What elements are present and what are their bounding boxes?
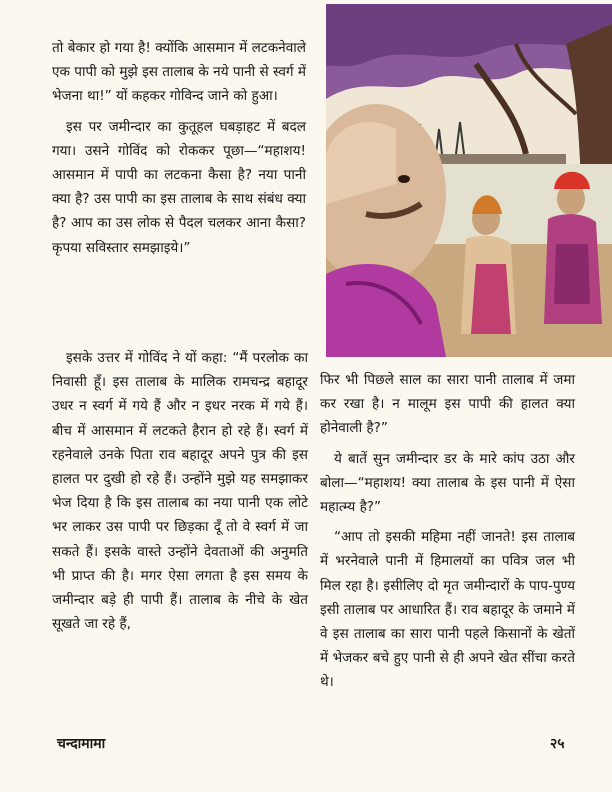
text-column-left-bottom	[52, 346, 308, 636]
text-column-right	[320, 368, 575, 695]
page-number: २५	[550, 736, 565, 752]
paragraph: इसके उत्तर में गोविंद ने यों कहा: “मैं परलोक का निवासी हूँ। इस तालाब के मालिक रामचन्द्र बहादूर उधर न स्वर्ग में गये हैं और न इधर नरक में गये हैं। बीच में आसमान में लटकते हैरान हो रहे हैं। स्वर्ग में रहनेवाले उनके पिता राव बहादूर अपने पुत्र की इस हालत पर दुखी हो रहे हैं। उन्होंने मुझे यह समझाकर भेज दिया है कि इस तालाब का नया पानी एक लोटे भर लाकर उस पापी पर छिड़का दूँ तो वे स्वर्ग में जा सकते हैं। इसके वास्ते उन्होंने देवताओं की अनुमति भी प्राप्त की है। मगर ऐसा लगता है इस समय के जमीन्दार बड़े ही पापी हैं। तालाब के नीचे के खेत सूखते जा रहे हैं,	[52, 350, 308, 633]
paragraph: ये बातें सुन जमीन्दार डर के मारे कांप उठा और बोला—“महाशय! क्या तालाब के इस पानी में ऐसा महात्म्य है?”	[320, 450, 575, 516]
magazine-name: चन्दामामा	[57, 736, 106, 752]
text-column-left-top	[52, 36, 306, 260]
story-illustration	[326, 4, 612, 357]
paragraph: फिर भी पिछले साल का सारा पानी तालाब में जमा कर रखा है। न मालूम इस पापी की हालत क्या होनेवाली है?”	[320, 372, 575, 437]
paragraph: इस पर जमीन्दार का कुतूहल घबड़ाहट में बदल गया। उसने गोविंद को रोककर पूछा—“महाशय! आसमान में पापी का लटकना कैसा है? नया पानी क्या है? उस पापी का इस तालाब के साथ संबंध क्या है? आप का उस लोक से पैदल चलकर आना कैसा? कृपया सविस्तार समझाइये।”	[52, 118, 306, 256]
paragraph: “आप तो इसकी महिमा नहीं जानते! इस तालाब में भरनेवाले पानी में हिमालयों का पवित्र जल भी मिल रहा है। इसीलिए दो मृत जमीन्दारों के पाप-पुण्य इसी तालाब पर आधारित हैं। राव बहादूर के जमाने में वे इस तालाब का सारा पानी पहले किसानों के खेतों में भेजकर बचे हुए पानी से ही अपने खेत सींचा करते थे।	[320, 529, 575, 691]
paragraph: तो बेकार हो गया है! क्योंकि आसमान में लटकनेवाले एक पापी को मुझे इस तालाब के नये पानी से स्वर्ग में भेजना था!” यों कहकर गोविन्द जाने को हुआ।	[52, 40, 306, 105]
